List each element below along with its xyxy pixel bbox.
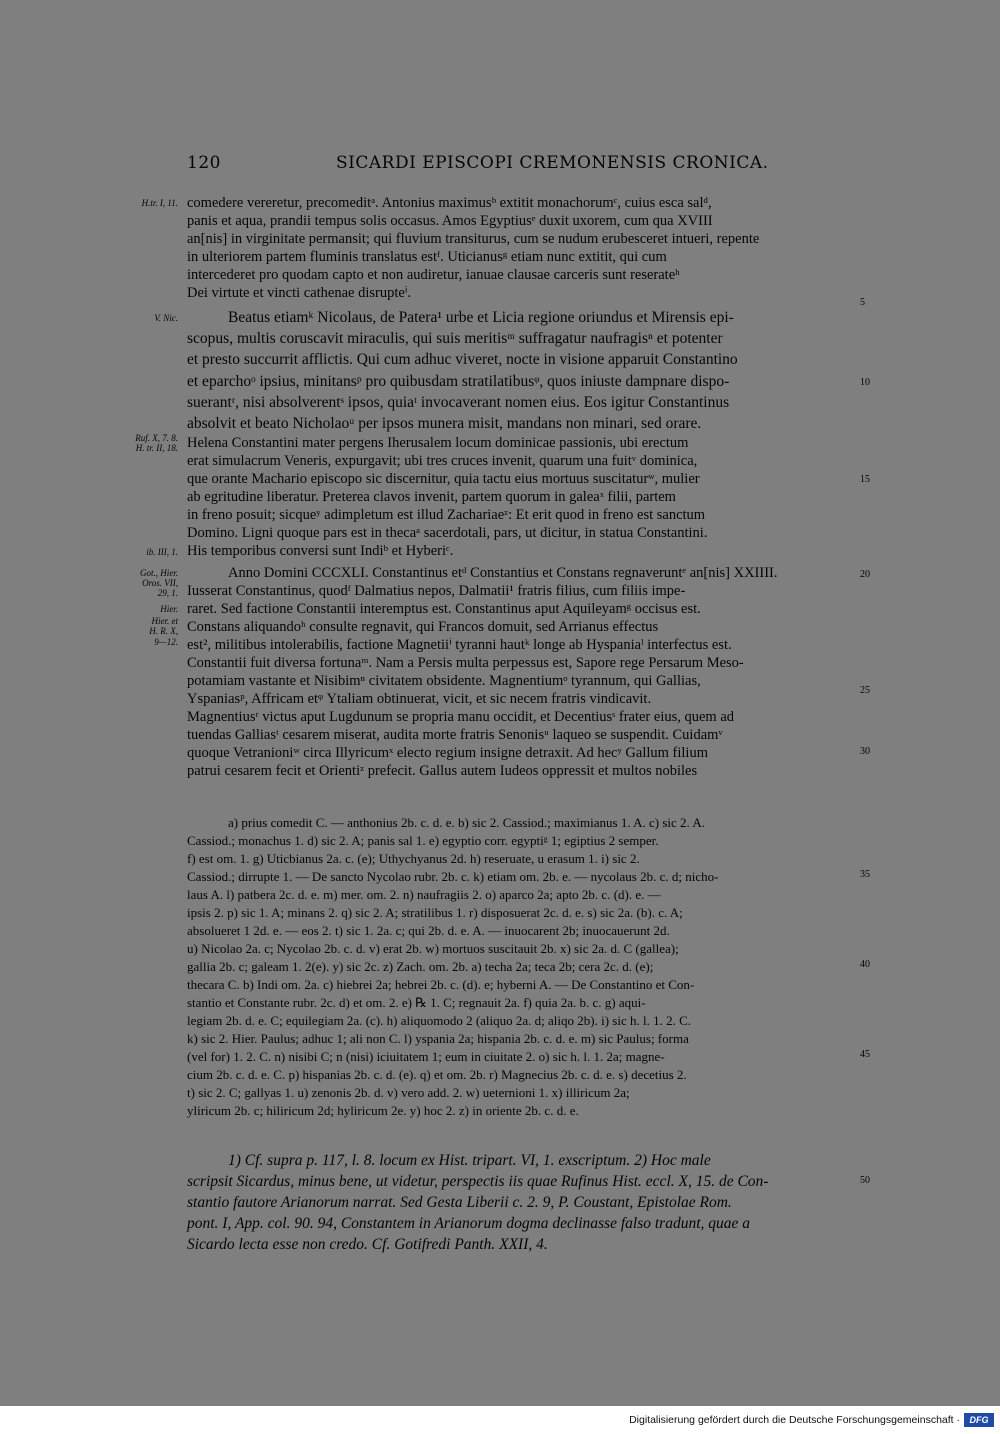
margin-ref: Ruf. X, 7. 8. bbox=[135, 433, 178, 443]
body-line: scopus, multis coruscavit miraculis, qui suis meritisᵐ suffragatur naufragisⁿ et potenter bbox=[187, 330, 723, 347]
apparatus-line: Cassiod.; dirrupte 1. — De sancto Nycolao rubr. 2b. c. k) etiam om. 2b. e. — nycolaus 2b. c. d; nicho- bbox=[187, 869, 719, 884]
body-line: Iusserat Constantinus, quodᶠ Dalmatius nepos, Dalmatii¹ fratris filius, cum filiis impe- bbox=[187, 583, 686, 599]
body-line: Helena Constantini mater pergens Iherusalem locum dominicae passionis, ubi erectum bbox=[187, 435, 689, 451]
margin-ref: 29, 1. bbox=[157, 588, 178, 598]
line-number: 5 bbox=[860, 297, 865, 308]
margin-ref: ib. III, 1. bbox=[146, 547, 178, 557]
body-line: potamiam vastante et Nisibimⁿ civitatem obsidente. Magnentiumᵒ tyrannum, qui Gallias, bbox=[187, 673, 701, 689]
footnote-line: 1) Cf. supra p. 117, l. 8. locum ex Hist. tripart. VI, 1. exscriptum. 2) Hoc male bbox=[228, 1152, 711, 1169]
body-line: ab egritudine liberatur. Preterea clavos invenit, partem quorum in galeaˣ filii, partem bbox=[187, 489, 676, 505]
footnote-line: scripsit Sicardus, minus bene, ut videtur, perspectis iis quae Rufinus Hist. eccl. X, 15. de Con- bbox=[187, 1173, 769, 1190]
margin-ref: Got., Hier. bbox=[140, 568, 178, 578]
footnote-line: Sicardo lecta esse non credo. Cf. Gotifredi Panth. XXII, 4. bbox=[187, 1236, 548, 1253]
body-line: Anno Domini CCCXLI. Constantinus etᵈ Constantius et Constans regnaveruntᵉ an[nis] XXIIII. bbox=[228, 565, 778, 581]
body-line: raret. Sed factione Constantii interemptus est. Constantinus aput Aquileyamᵍ occisus est. bbox=[187, 601, 701, 617]
margin-ref: H. tr. II, 18. bbox=[135, 443, 178, 453]
body-line: Domino. Ligni quoque pars est in thecaᵃ sacerdotali, pars, ut dicitur, in statua Constantini. bbox=[187, 525, 708, 541]
credit-bar bbox=[0, 1406, 1000, 1434]
apparatus-line: u) Nicolao 2a. c; Nycolao 2b. c. d. v) erat 2b. w) mortuos suscitauit 2b. x) sic 2a. d. C (gallea); bbox=[187, 941, 679, 956]
apparatus-line: thecara C. b) Indi om. 2a. c) hiebrei 2a; hebrei 2b. c. (d). e; hyberni A. — De Constantino et Con- bbox=[187, 977, 695, 992]
line-number: 20 bbox=[860, 569, 870, 580]
body-line: Constantii fuit diversa fortunaᵐ. Nam a Persis multa perpessus est, Sapore rege Persarum Meso- bbox=[187, 655, 744, 671]
body-line: absolvit et beato Nicholaoᵘ per ipsos munera misit, mandans non minari, sed orare. bbox=[187, 415, 702, 432]
funding-credit: Digitalisierung gefördert durch die Deutsche Forschungsgemeinschaft · bbox=[629, 1414, 960, 1426]
margin-ref: Oros. VII, bbox=[142, 578, 178, 588]
line-number: 35 bbox=[860, 869, 870, 880]
apparatus-line: cium 2b. c. d. e. C. p) hispanias 2b. c. d. (e). q) et om. 2b. r) Magnecius 2b. c. d. e. s) decetius 2. bbox=[187, 1067, 687, 1082]
line-number: 50 bbox=[860, 1175, 870, 1186]
apparatus-line: (vel for) 1. 2. C. n) nisibi C; n (nisi) iciuitatem 1; eum in ciuitate 2. o) sic h. l. 1. 2a; magne- bbox=[187, 1049, 665, 1064]
apparatus-line: t) sic 2. C; gallyas 1. u) zenonis 2b. d. v) vero add. 2. w) ueternioni 1. x) illiricum 2a; bbox=[187, 1085, 630, 1100]
line-number: 25 bbox=[860, 685, 870, 696]
apparatus-line: f) est om. 1. g) Uticbianus 2a. c. (e); Uthychyanus 2d. h) reseruate, u erasum 1. i) sic 2. bbox=[187, 851, 640, 866]
margin-ref: Hier. bbox=[160, 604, 178, 614]
apparatus-line: absolueret 1 2d. e. — eos 2. t) sic 1. 2a. c; qui 2b. d. e. A. — inuocarent 2b; inuocauerunt 2d. bbox=[187, 923, 670, 938]
apparatus-line: gallia 2b. c; galeam 1. 2(e). y) sic 2c. z) Zach. om. 2b. a) techa 2a; teca 2b; cera 2c. d. (e); bbox=[187, 959, 654, 974]
body-line: suerantʳ, nisi absolverentˢ ipsos, quiaᵗ invocaverant nomen eius. Eos igitur Constantinus bbox=[187, 394, 730, 411]
body-line: Beatus etiamᵏ Nicolaus, de Patera¹ urbe et Licia regione oriundus et Mirensis epi- bbox=[228, 309, 734, 326]
page-number: 120 bbox=[187, 153, 221, 173]
margin-ref: 9—12. bbox=[154, 637, 178, 647]
line-number: 10 bbox=[860, 377, 870, 388]
running-title: SICARDI EPISCOPI CREMONENSIS CRONICA. bbox=[336, 153, 769, 173]
body-line: est², militibus intolerabilis, factione Magnetiiⁱ tyranni hautᵏ longe ab Hyspaniaˡ interfectus est. bbox=[187, 637, 732, 653]
margin-ref: H. R. X, bbox=[149, 626, 178, 636]
line-number: 30 bbox=[860, 746, 870, 757]
body-line: in ulteriorem partem fluminis translatus estᶠ. Uticianusᵍ etiam nunc extitit, qui cum bbox=[187, 249, 667, 265]
apparatus-line: laus A. l) patbera 2c. d. e. m) mer. om. 2. n) naufragiis 2. o) aparco 2a; apto 2b. c. (d). e. — bbox=[187, 887, 661, 902]
margin-ref: Hier. et bbox=[151, 616, 178, 626]
apparatus-line: yliricum 2b. c; hiliricum 2d; hyliricum 2e. y) hoc 2. z) in oriente 2b. c. d. e. bbox=[187, 1103, 579, 1118]
apparatus-line: k) sic 2. Hier. Paulus; adhuc 1; ali non C. l) yspania 2a; hispania 2b. c. d. e. m) sic Paulus; forma bbox=[187, 1031, 689, 1046]
line-number: 15 bbox=[860, 474, 870, 485]
body-line: Magnentiusʳ victus aput Lugdunum se propria manu occidit, et Decentiusˢ frater eius, quem ad bbox=[187, 709, 735, 725]
body-line: et eparchoᵒ ipsius, minitansᵖ pro quibusdam stratilatibusᵠ, quos iniuste dampnare dispo- bbox=[187, 373, 730, 390]
margin-ref: V. Nic. bbox=[154, 313, 178, 323]
body-line: an[nis] in virginitate permansit; qui fluvium transiturus, cum se nudum erubesceret intueri, repente bbox=[187, 231, 760, 247]
apparatus-line: a) prius comedit C. — anthonius 2b. c. d. e. b) sic 2. Cassiod.; maximianus 1. A. c) sic 2. A. bbox=[228, 815, 705, 830]
apparatus-line: ipsis 2. p) sic 1. A; minans 2. q) sic 2. A; stratilibus 1. r) disposuerat 2c. d. e. s) sic 2a. (b). c. A; bbox=[187, 905, 683, 920]
footnote-line: stantio fautore Arianorum narrat. Sed Gesta Liberii c. 2. 9, P. Coustant, Epistolae Rom. bbox=[187, 1194, 732, 1211]
footnote-line: pont. I, App. col. 90. 94, Constantem in Arianorum dogma declinasse falso tradunt, quae a bbox=[187, 1215, 751, 1232]
body-line: tuendas Galliasᵗ cesarem miserat, audita morte fratris Senonisᵘ laqueo se suspendit. Cuidamᵛ bbox=[187, 727, 723, 743]
body-line: erat simulacrum Veneris, expurgavit; ubi tres cruces invenit, quarum una fuitᵛ dominica, bbox=[187, 453, 698, 469]
body-line: Constans aliquandoʰ consulte regnavit, qui Francos domuit, sed Arrianus effectus bbox=[187, 619, 659, 635]
line-number: 45 bbox=[860, 1049, 870, 1060]
body-line: et presto succurrit afflictis. Qui cum adhuc viveret, nocte in visione apparuit Constantino bbox=[187, 351, 738, 368]
body-line: in freno posuit; sicqueʸ adimpletum est illud Zachariaeᶻ: Et erit quod in freno est sanctum bbox=[187, 507, 706, 523]
body-line: comedere vereretur, precomeditᵃ. Antonius maximusᵇ extitit monachorumᶜ, cuius esca salᵈ, bbox=[187, 195, 712, 211]
body-line: Dei virtute et vincti cathenae disrupteⁱ. bbox=[187, 285, 412, 301]
apparatus-line: Cassiod.; monachus 1. d) sic 2. A; panis sal 1. e) egyptio corr. egyptiᵍ 1; egiptius 2 semper. bbox=[187, 833, 659, 848]
apparatus-line: legiam 2b. d. e. C; equilegiam 2a. (c). h) aliquomodo 2 (aliquo 2a. d; aliqo 2b). i) sic h. l. 1. 2. C. bbox=[187, 1013, 692, 1028]
body-line: que orante Machario episcopo sic discernitur, quia tactu eius mortuus suscitaturʷ, mulier bbox=[187, 471, 700, 487]
body-line: panis et aqua, prandii tempus solis occasus. Amos Egyptiusᵉ duxit uxorem, cum qua XVIII bbox=[187, 213, 713, 229]
body-line: quoque Vetranioniʷ circa Illyricumˣ electo regium insigne detraxit. Ad hecʸ Gallum filium bbox=[187, 745, 708, 761]
body-line: intercederet pro quodam capto et non audiretur, ianuae clausae carceris sunt reserateʰ bbox=[187, 267, 680, 283]
body-line: His temporibus conversi sunt Indiᵇ et Hyberiᶜ. bbox=[187, 543, 454, 559]
apparatus-line: stantio et Constante rubr. 2c. d) et om. 2. e) ℞ 1. C; regnauit 2a. f) quia 2a. b. c. g) aqui- bbox=[187, 995, 646, 1010]
body-line: patrui cesarem fecit et Orientiᶻ prefecit. Gallus autem Iudeos oppressit et multos nobiles bbox=[187, 763, 698, 779]
margin-ref: H.tr. I, 11. bbox=[141, 198, 178, 208]
body-line: Yspaniasᵖ, Affricam etᵠ Ytaliam obtinuerat, vicit, et sic necem fratris vindicavit. bbox=[187, 691, 652, 707]
line-number: 40 bbox=[860, 959, 870, 970]
dfg-logo: DFG bbox=[964, 1413, 994, 1427]
